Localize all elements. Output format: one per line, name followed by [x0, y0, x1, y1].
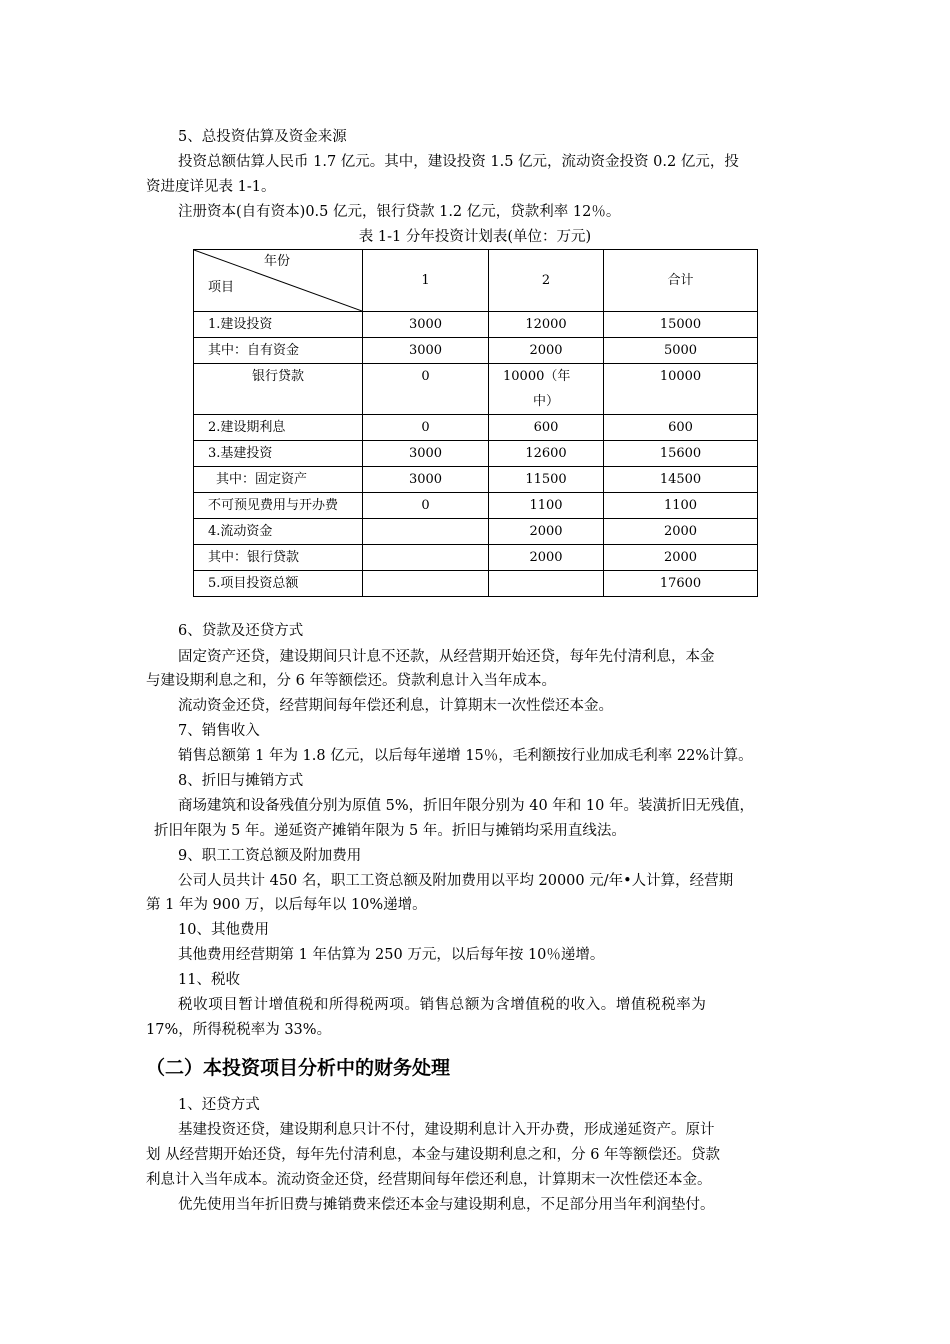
part-2-paragraph-2: 优先使用当年折旧费与摊销费来偿还本金与建设期利息，不足部分用当年利润垫付。 — [178, 1197, 715, 1213]
row-label: 银行贷款 — [194, 364, 363, 415]
table-row — [194, 519, 758, 545]
row-year-1: 3000 — [363, 467, 489, 493]
row-year-2: 1100 — [489, 493, 604, 519]
section-9-paragraph-1-line-2: 第 1 年为 900 万，以后每年以 10%递增。 — [146, 897, 427, 913]
row-year-1: 3000 — [363, 312, 489, 338]
row-total: 15600 — [604, 441, 758, 467]
row-label: 3.基建投资 — [194, 441, 363, 467]
table-header-row — [194, 250, 758, 312]
header-total: 合计 — [604, 250, 758, 312]
row-label: 1.建设投资 — [194, 312, 363, 338]
row-year-1: 0 — [363, 493, 489, 519]
header-year-label: 年份 — [264, 254, 291, 269]
row-year-2: 12600 — [489, 441, 604, 467]
section-6-paragraph-1-line-1: 固定资产还贷，建设期间只计息不还款，从经营期开始还贷，每年先付清利息，本金 — [178, 649, 715, 665]
investment-plan-table — [193, 249, 758, 597]
row-total: 17600 — [604, 571, 758, 597]
row-year-1 — [363, 519, 489, 545]
header-col-2: 2 — [489, 250, 604, 312]
row-year-1: 0 — [363, 364, 489, 415]
section-5-paragraph-2: 注册资本(自有资本)0.5 亿元，银行贷款 1.2 亿元，贷款利率 12％。 — [178, 204, 621, 220]
section-5-paragraph-1-line-2: 资进度详见表 1-1。 — [146, 179, 276, 195]
table-row — [194, 312, 758, 338]
table-row — [194, 415, 758, 441]
table-row — [194, 364, 758, 415]
row-year-2 — [489, 571, 604, 597]
row-year-2: 11500 — [489, 467, 604, 493]
table-row — [194, 545, 758, 571]
row-year-2: 12000 — [489, 312, 604, 338]
section-6-heading: 6、贷款及还贷方式 — [178, 623, 304, 639]
header-item-label: 项目 — [208, 280, 235, 295]
part-2-sub-heading-1: 1、还贷方式 — [178, 1097, 260, 1113]
row-year-2: 2000 — [489, 519, 604, 545]
table-row — [194, 467, 758, 493]
table-row — [194, 571, 758, 597]
part-2-paragraph-1-line-2: 划 从经营期开始还贷，每年先付清利息，本金与建设期利息之和，分 6 年等额偿还。贷款 — [146, 1147, 721, 1163]
row-year-2-line-2: 中） — [533, 394, 560, 409]
section-6-paragraph-2: 流动资金还贷，经营期间每年偿还利息，计算期末一次性偿还本金。 — [178, 698, 613, 714]
table-caption: 表 1-1 分年投资计划表(单位：万元) — [358, 229, 592, 245]
part-2-title: （二）本投资项目分析中的财务处理 — [146, 1057, 451, 1079]
section-10-heading: 10、其他费用 — [178, 922, 269, 938]
row-year-2 — [489, 364, 604, 415]
table-row — [194, 493, 758, 519]
row-total: 10000 — [604, 364, 758, 415]
section-5-paragraph-1-line-1: 投资总额估算人民币 1.7 亿元。其中，建设投资 1.5 亿元，流动资金投资 0.2 亿元，投 — [178, 154, 739, 170]
section-5-heading: 5、总投资估算及资金来源 — [178, 129, 347, 145]
row-label: 其中：银行贷款 — [194, 545, 363, 571]
section-7-heading: 7、销售收入 — [178, 723, 260, 739]
table-row — [194, 338, 758, 364]
row-year-1 — [363, 545, 489, 571]
section-8-paragraph-1-line-2: 折旧年限为 5 年。递延资产摊销年限为 5 年。折旧与摊销均采用直线法。 — [154, 823, 626, 839]
section-9-heading: 9、职工工资总额及附加费用 — [178, 848, 362, 864]
row-year-2-line-1: 10000（年 — [503, 369, 571, 384]
section-9-paragraph-1-line-1: 公司人员共计 450 名，职工工资总额及附加费用以平均 20000 元/年•人计算，经营期 — [178, 873, 734, 889]
section-11-paragraph-1-line-1: 税收项目暂计增值税和所得税两项。销售总额为含增值税的收入。增值税税率为 — [178, 997, 707, 1013]
row-year-1: 3000 — [363, 441, 489, 467]
header-diagonal-cell — [194, 250, 363, 312]
row-year-1: 0 — [363, 415, 489, 441]
row-label: 4.流动资金 — [194, 519, 363, 545]
section-6-paragraph-1-line-2: 与建设期利息之和，分 6 年等额偿还。贷款利息计入当年成本。 — [146, 673, 556, 689]
section-8-paragraph-1-line-1: 商场建筑和设备残值分别为原值 5%，折旧年限分别为 40 年和 10 年。装潢折旧无残值， — [178, 798, 754, 814]
section-11-paragraph-1-line-2: 17%，所得税税率为 33%。 — [146, 1022, 332, 1038]
row-label: 其中：固定资产 — [194, 467, 363, 493]
row-label: 5.项目投资总额 — [194, 571, 363, 597]
row-total: 1100 — [604, 493, 758, 519]
section-8-heading: 8、折旧与摊销方式 — [178, 773, 304, 789]
row-total: 14500 — [604, 467, 758, 493]
row-total: 15000 — [604, 312, 758, 338]
row-label: 不可预见费用与开办费 — [194, 493, 363, 519]
row-year-2: 2000 — [489, 338, 604, 364]
row-total: 2000 — [604, 545, 758, 571]
row-label: 2.建设期利息 — [194, 415, 363, 441]
section-10-paragraph-1: 其他费用经营期第 1 年估算为 250 万元，以后每年按 10％递增。 — [178, 947, 605, 963]
row-label: 其中：自有资金 — [194, 338, 363, 364]
row-total: 5000 — [604, 338, 758, 364]
row-year-2: 600 — [489, 415, 604, 441]
row-total: 2000 — [604, 519, 758, 545]
row-year-1: 3000 — [363, 338, 489, 364]
header-col-1: 1 — [363, 250, 489, 312]
row-year-1 — [363, 571, 489, 597]
row-year-2: 2000 — [489, 545, 604, 571]
row-total: 600 — [604, 415, 758, 441]
part-2-paragraph-1-line-1: 基建投资还贷，建设期利息只计不付，建设期利息计入开办费，形成递延资产。原计 — [178, 1122, 715, 1138]
section-11-heading: 11、税收 — [178, 972, 240, 988]
part-2-paragraph-1-line-3: 利息计入当年成本。流动资金还贷，经营期间每年偿还利息，计算期末一次性偿还本金。 — [146, 1172, 712, 1188]
table-row — [194, 441, 758, 467]
section-7-paragraph-1: 销售总额第 1 年为 1.8 亿元，以后每年递增 15％，毛利额按行业加成毛利率 22%计算。 — [178, 748, 753, 764]
